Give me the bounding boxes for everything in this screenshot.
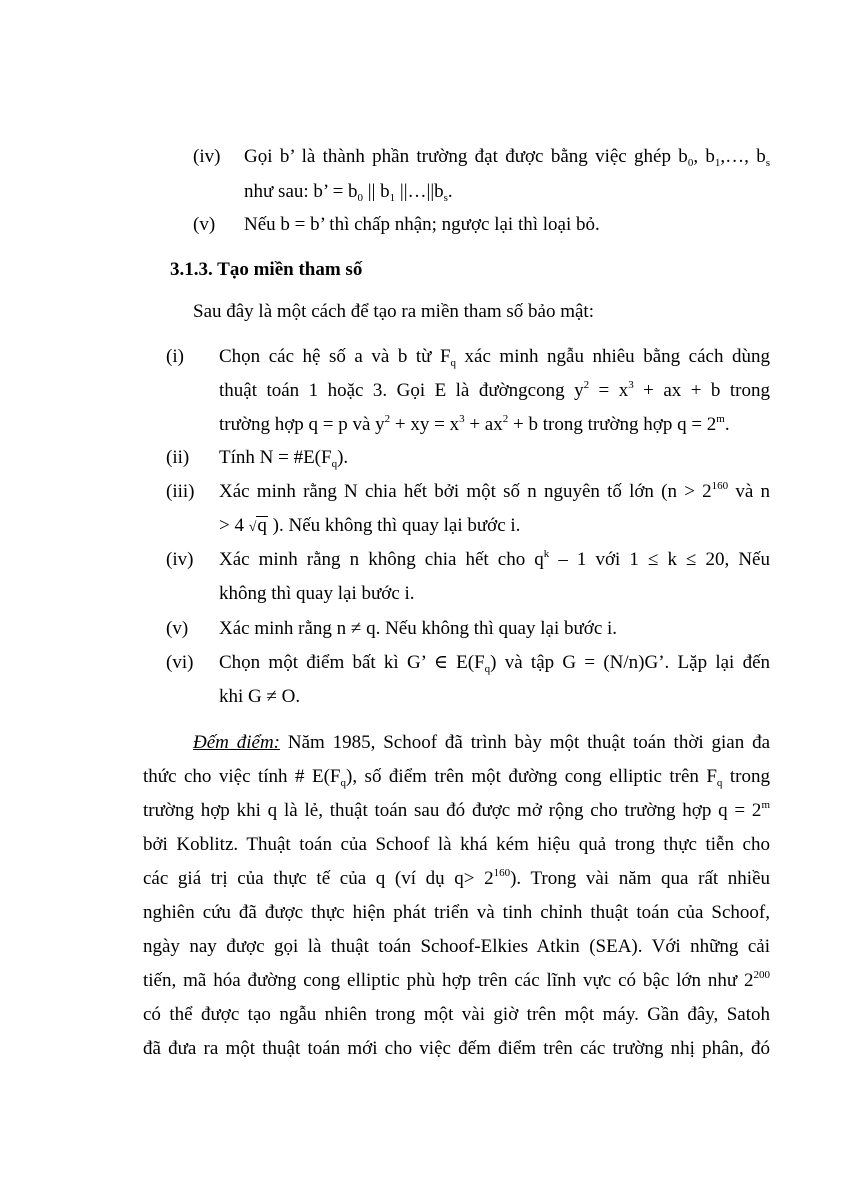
step-v-top-line1: Nếu b = b’ thì chấp nhận; ngược lại thì loại bỏ. [244,214,600,235]
paragraph-line-6: nghiên cứu đã được thực hiện phát triển và tinh chỉnh thuật toán của Schoof, [143,902,770,923]
step-label-iv: (iv) [166,549,194,570]
step-label-vi: (vi) [166,652,194,673]
section-intro: Sau đây là một cách để tạo ra miền tham số bảo mật: [193,301,594,322]
step-i-line1: Chọn các hệ số a và b từ $F_q$ xác minh ngẫu nhiêu bằng cách dùng [219,346,770,369]
paragraph-line-9: có thể được tạo ngẫu nhiên trong một vài giờ trên một máy. Gần đây, Satoh [143,1004,770,1025]
paragraph-line-2: thức cho việc tính # $E(F_q)$, số điểm trên một đường cong elliptic trên $F_q$ trong [143,766,770,789]
sqrt-symbol: √ [248,520,257,535]
step-ii-line1: Tính $N = \#E(F_q)$. [219,447,349,470]
step-label-i: (i) [166,346,184,367]
step-i-line3: trường hợp q = p và $y^2$ + xy = $x^3 + ax^2 + b$ trong trường hợp $q = 2^m$. [219,413,730,435]
step-iv-top-line2: như sau: b’ = $b_0$ || $b_1$ $||\dots||b_s$. [244,181,453,204]
sqrt-radicand: q [257,515,267,536]
step-iii-line1: Xác minh rằng N chia hết bởi một số n nguyên tố lớn ($n > 2^{160}$ và n [219,480,770,502]
paragraph-line-7: ngày nay được gọi là thuật toán Schoof-Elkies Atkin (SEA). Với những cải [143,936,770,957]
step-iv-line1: Xác minh rằng n không chia hết cho $q^k - 1$ với 1 ≤ k ≤ 20, Nếu [219,548,770,570]
step-vi-line1: Chọn một điểm bất kì G’ ∈ $E(F_q)$ và tập G = (N/n)G’. Lặp lại đến [219,652,770,675]
paragraph-line-5: các giá trị của thực tế của q (ví dụ $q> 2^{160}$). Trong vài năm qua rất nhiều [143,867,770,889]
step-label-ii: (ii) [166,447,190,468]
section-heading: 3.1.3. Tạo miền tham số [170,259,363,280]
step-label-iii: (iii) [166,481,195,502]
step-label-v: (v) [166,618,189,639]
step-iv-line2: không thì quay lại bước i. [219,583,415,604]
paragraph-line-10: đã đưa ra một thuật toán mới cho việc đếm điểm trên các trường nhị phân, đó [143,1038,770,1059]
step-v-line1: Xác minh rằng n ≠ q. Nếu không thì quay lại bước i. [219,618,618,639]
step-vi-line2: khi G ≠ O. [219,686,301,707]
step-label-iv-top: (iv) [193,146,221,167]
step-iv-top-line1: Gọi b’ là thành phần trường đạt được bằng việc ghép $b_0$, $b_1,\dots$, $b_s$ [244,146,770,169]
paragraph-line-8: tiến, mã hóa đường cong elliptic phù hợp trên các lĩnh vực có bậc lớn như $2^{200}$ [143,969,770,991]
step-label-v-top: (v) [193,214,216,235]
step-iii-line2: > 4 √q ). Nếu không thì quay lại bước i. [219,509,520,545]
paragraph-line-4: bởi Koblitz. Thuật toán của Schoof là khá kém hiệu quả trong thực tiễn cho [143,834,770,855]
step-i-line2: thuật toán 1 hoặc 3. Gọi E là đườngcong $y^2 = x^3$ + ax + b trong [219,379,770,401]
paragraph-line-3: trường hợp khi q là lẻ, thuật toán sau đó được mở rộng cho trường hợp $q = 2^m$ [143,799,770,821]
paragraph-lead: Đếm điểm: [193,732,280,753]
paragraph-line-1: Đếm điểm: Năm 1985, Schoof đã trình bày một thuật toán thời gian đa [193,732,770,753]
